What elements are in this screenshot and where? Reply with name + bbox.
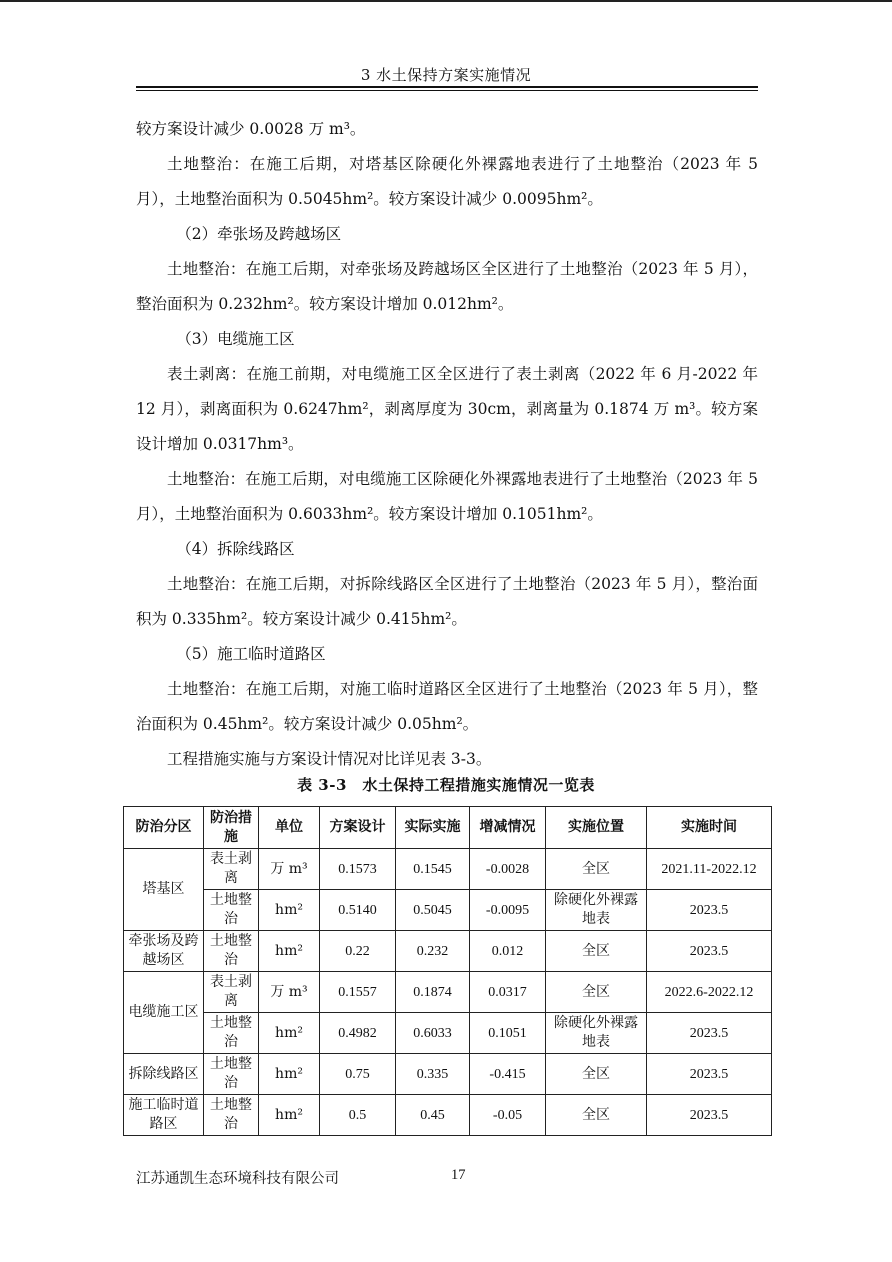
actual-cell: 0.5045 [396, 890, 470, 931]
measure-cell: 土地整治 [204, 890, 259, 931]
design-cell: 0.4982 [320, 1013, 396, 1054]
body-text [136, 112, 758, 777]
design-cell: 0.75 [320, 1054, 396, 1095]
zone-cell: 拆除线路区 [124, 1054, 204, 1095]
measures-table [123, 806, 772, 1136]
table-row [124, 849, 772, 890]
measure-cell: 土地整治 [204, 1013, 259, 1054]
actual-cell: 0.1545 [396, 849, 470, 890]
col-header-change: 增减情况 [470, 807, 546, 849]
table-row [124, 1095, 772, 1136]
design-cell: 0.5140 [320, 890, 396, 931]
zone-cell: 塔基区 [124, 849, 204, 931]
unit-cell: hm² [259, 890, 320, 931]
location-cell: 全区 [546, 849, 647, 890]
table-row [124, 1054, 772, 1095]
time-cell: 2023.5 [647, 931, 772, 972]
section-heading: （3）电缆施工区 [176, 330, 295, 348]
paragraph: 较方案设计减少 0.0028 万 m³。 [136, 120, 366, 138]
col-header-actual: 实际实施 [396, 807, 470, 849]
section-heading: （5）施工临时道路区 [176, 645, 326, 663]
paragraph: 土地整治：在施工后期，对拆除线路区全区进行了土地整治（2023 年 5 月），整治面积为 0.335hm²。较方案设计减少 0.415hm²。 [136, 575, 758, 628]
time-cell: 2023.5 [647, 1013, 772, 1054]
change-cell: 0.012 [470, 931, 546, 972]
col-header-location: 实施位置 [546, 807, 647, 849]
measure-cell: 土地整治 [204, 931, 259, 972]
actual-cell: 0.6033 [396, 1013, 470, 1054]
design-cell: 0.1557 [320, 972, 396, 1013]
time-cell: 2021.11-2022.12 [647, 849, 772, 890]
change-cell: -0.415 [470, 1054, 546, 1095]
table-row [124, 1013, 772, 1054]
zone-cell: 电缆施工区 [124, 972, 204, 1054]
table-row [124, 931, 772, 972]
location-cell: 全区 [546, 1095, 647, 1136]
actual-cell: 0.335 [396, 1054, 470, 1095]
measure-cell: 表土剥离 [204, 849, 259, 890]
change-cell: -0.0028 [470, 849, 546, 890]
table-row [124, 972, 772, 1013]
change-cell: -0.0095 [470, 890, 546, 931]
section-heading: （4）拆除线路区 [176, 540, 295, 558]
section-heading: （2）牵张场及跨越场区 [176, 225, 342, 243]
paragraph: 表土剥离：在施工前期，对电缆施工区全区进行了表土剥离（2022 年 6 月-2022 年 12 月），剥离面积为 0.6247hm²，剥离厚度为 30cm，剥离量为 0.1874 万 m³。较方案设计增加 0.0317hm³。 [136, 365, 758, 453]
actual-cell: 0.1874 [396, 972, 470, 1013]
table-row [124, 890, 772, 931]
zone-cell: 牵张场及跨越场区 [124, 931, 204, 972]
location-cell: 除硬化外裸露地表 [546, 890, 647, 931]
col-header-design: 方案设计 [320, 807, 396, 849]
paragraph: 土地整治：在施工后期，对施工临时道路区全区进行了土地整治（2023 年 5 月），整治面积为 0.45hm²。较方案设计减少 0.05hm²。 [136, 680, 758, 733]
col-header-time: 实施时间 [647, 807, 772, 849]
time-cell: 2023.5 [647, 1095, 772, 1136]
paragraph: 土地整治：在施工后期，对牵张场及跨越场区全区进行了土地整治（2023 年 5 月），整治面积为 0.232hm²。较方案设计增加 0.012hm²。 [136, 260, 758, 313]
design-cell: 0.5 [320, 1095, 396, 1136]
col-header-zone: 防治分区 [124, 807, 204, 849]
top-border [0, 0, 892, 2]
footer-company: 江苏通凯生态环境科技有限公司 [136, 1171, 339, 1187]
change-cell: 0.0317 [470, 972, 546, 1013]
time-cell: 2022.6-2022.12 [647, 972, 772, 1013]
unit-cell: hm² [259, 1054, 320, 1095]
paragraph: 土地整治：在施工后期，对电缆施工区除硬化外裸露地表进行了土地整治（2023 年 5 月），土地整治面积为 0.6033hm²。较方案设计增加 0.1051hm²。 [136, 470, 758, 523]
time-cell: 2023.5 [647, 1054, 772, 1095]
unit-cell: hm² [259, 931, 320, 972]
table-caption: 表 3-3 水土保持工程措施实施情况一览表 [297, 776, 595, 794]
unit-cell: 万 m³ [259, 972, 320, 1013]
design-cell: 0.1573 [320, 849, 396, 890]
location-cell: 全区 [546, 972, 647, 1013]
col-header-measure: 防治措施 [204, 807, 259, 849]
actual-cell: 0.232 [396, 931, 470, 972]
unit-cell: hm² [259, 1095, 320, 1136]
paragraph: 工程措施实施与方案设计情况对比详见表 3-3。 [167, 750, 492, 768]
location-cell: 全区 [546, 1054, 647, 1095]
time-cell: 2023.5 [647, 890, 772, 931]
unit-cell: hm² [259, 1013, 320, 1054]
location-cell: 全区 [546, 931, 647, 972]
change-cell: -0.05 [470, 1095, 546, 1136]
measure-cell: 土地整治 [204, 1095, 259, 1136]
measure-cell: 土地整治 [204, 1054, 259, 1095]
zone-cell: 施工临时道路区 [124, 1095, 204, 1136]
col-header-unit: 单位 [259, 807, 320, 849]
table-header-row [124, 807, 772, 849]
header-rule-thin [136, 90, 758, 91]
header-rule-thick [136, 86, 758, 88]
paragraph: 土地整治：在施工后期，对塔基区除硬化外裸露地表进行了土地整治（2023 年 5 月），土地整治面积为 0.5045hm²。较方案设计减少 0.0095hm²。 [136, 155, 758, 208]
design-cell: 0.22 [320, 931, 396, 972]
unit-cell: 万 m³ [259, 849, 320, 890]
measure-cell: 表土剥离 [204, 972, 259, 1013]
running-header: 3 水土保持方案实施情况 [360, 66, 532, 84]
page-number: 17 [451, 1167, 466, 1183]
actual-cell: 0.45 [396, 1095, 470, 1136]
change-cell: 0.1051 [470, 1013, 546, 1054]
location-cell: 除硬化外裸露地表 [546, 1013, 647, 1054]
